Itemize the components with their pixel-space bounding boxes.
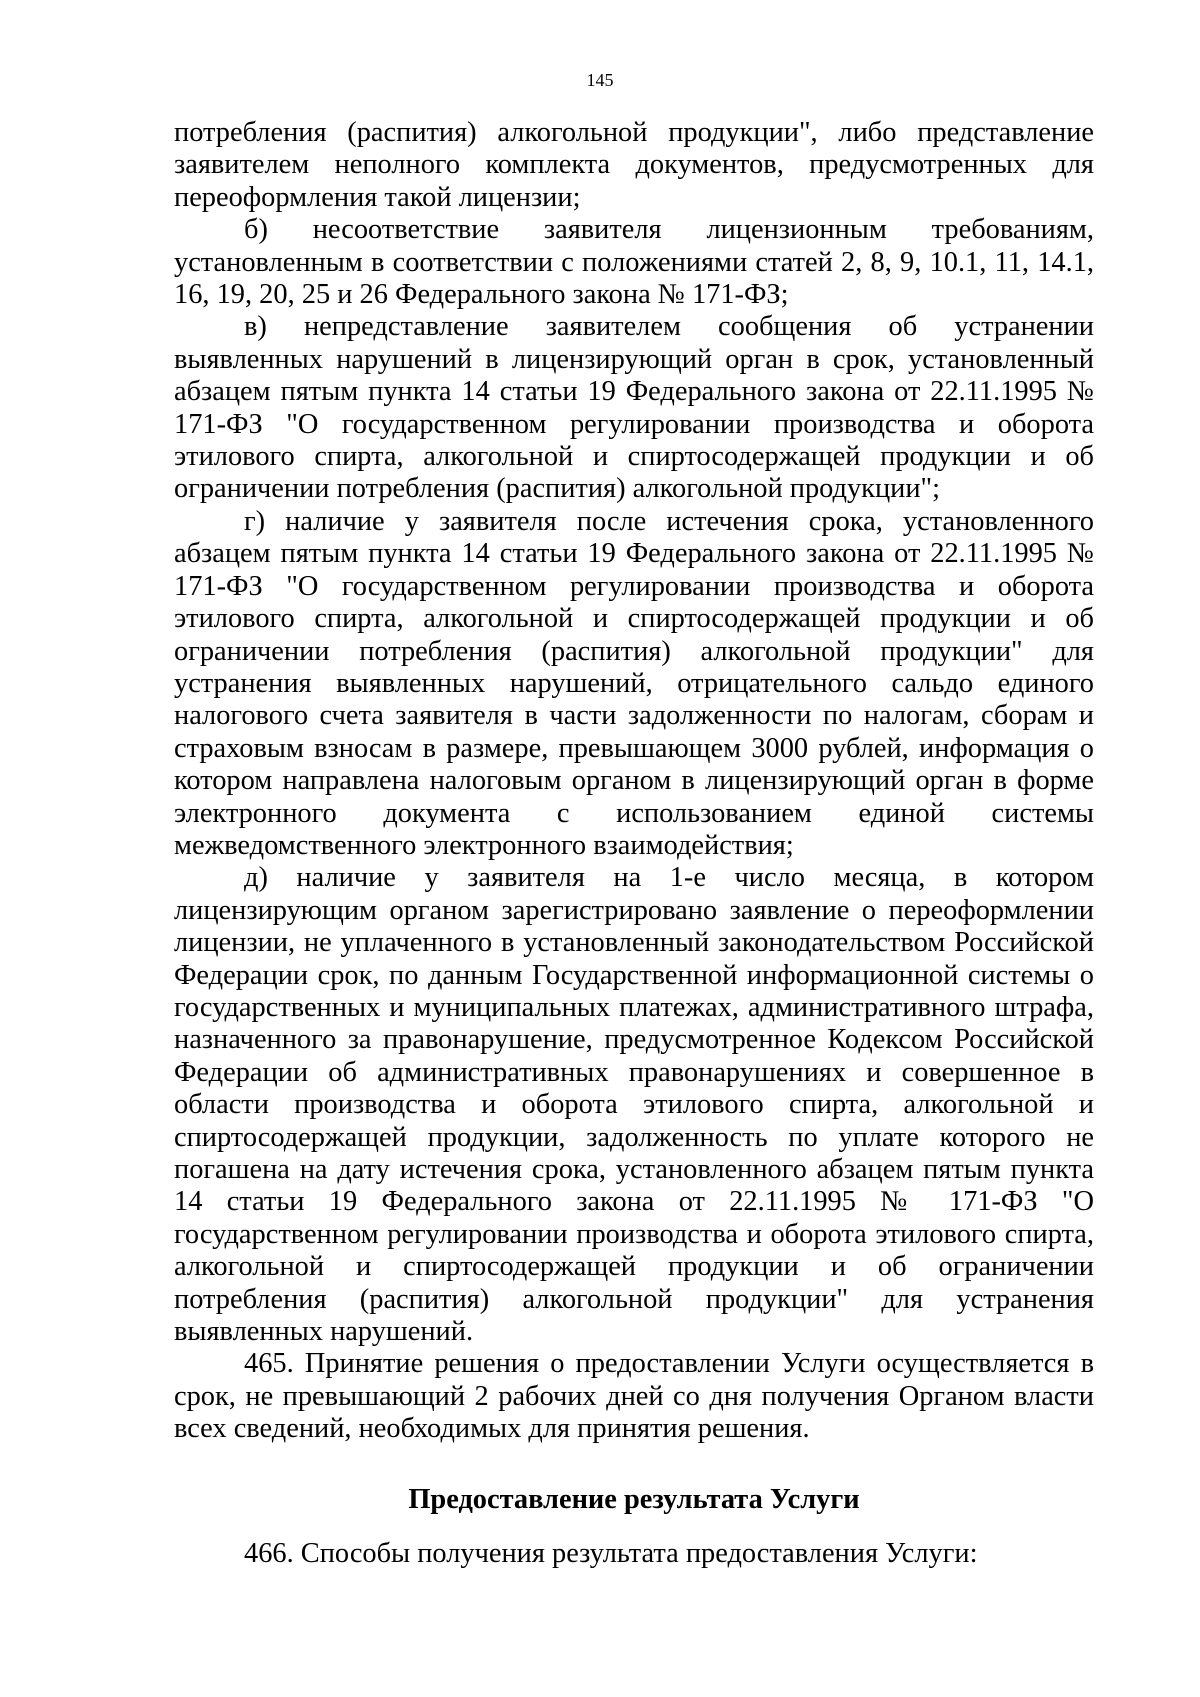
paragraph-item-g: г) наличие у заявителя после истечения срока, установленного абзацем пятым пункта 14 статьи 19 Федерального закона от 22.11.1995 № 171-ФЗ "О государственном регулировании производства и оборота этилового спирта, алкогольной и спиртосодержащей продукции и об ограничении потребления (распития) алкогольной продукции" для устранения выявленных нарушений, отрицательного сальдо единого налогового счета заявителя в части задолженности по налогам, сборам и страховым взносам в размере, превышающем 3000 рублей, информация о котором направлена налоговым органом в лицензирующий орган в форме электронного документа с использованием единой системы межведомственного электронного взаимодействия;: [174, 505, 1094, 861]
section-heading: Предоставление результата Услуги: [408, 1483, 860, 1515]
paragraph-465: 465. Принятие решения о предоставлении Услуги осуществляется в срок, не превышающий 2 рабочих дней со дня получения Органом власти всех сведений, необходимых для принятия решения.: [174, 1348, 1094, 1445]
paragraph-continuation: потребления (распития) алкогольной продукции", либо представление заявителем неполного комплекта документов, предусмотренных для переоформления такой лицензии;: [174, 117, 1094, 213]
paragraph-466: 466. Способы получения результата предоставления Услуги:: [244, 1538, 978, 1570]
document-body: [174, 117, 1094, 1570]
page-number: 145: [586, 70, 614, 90]
paragraph-item-b: б) несоответствие заявителя лицензионным требованиям, установленным в соответствии с положениями статей 2, 8, 9, 10.1, 11, 14.1, 16, 19, 20, 25 и 26 Федерального закона № 171-ФЗ;: [174, 214, 1094, 311]
paragraph-item-v: в) непредставление заявителем сообщения об устранении выявленных нарушений в лицензирующий орган в срок, установленный абзацем пятым пункта 14 статьи 19 Федерального закона от 22.11.1995 № 171-ФЗ "О государственном регулировании производства и оборота этилового спирта, алкогольной и спиртосодержащей продукции и об ограничении потребления (распития) алкогольной продукции";: [174, 311, 1094, 505]
paragraph-item-d: д) наличие у заявителя на 1-е число месяца, в котором лицензирующим органом зарегистрировано заявление о переоформлении лицензии, не уплаченного в установленный законодательством Российской Федерации срок, по данным Государственной информационной системы о государственных и муниципальных платежах, административного штрафа, назначенного за правонарушение, предусмотренное Кодексом Российской Федерации об административных правонарушениях и совершенное в области производства и оборота этилового спирта, алкогольной и спиртосодержащей продукции, задолженность по уплате которого не погашена на дату истечения срока, установленного абзацем пятым пункта 14 статьи 19 Федерального закона от 22.11.1995 № 171-ФЗ "О государственном регулировании производства и оборота этилового спирта, алкогольной и спиртосодержащей продукции и об ограничении потребления (распития) алкогольной продукции" для устранения выявленных нарушений.: [174, 862, 1094, 1348]
